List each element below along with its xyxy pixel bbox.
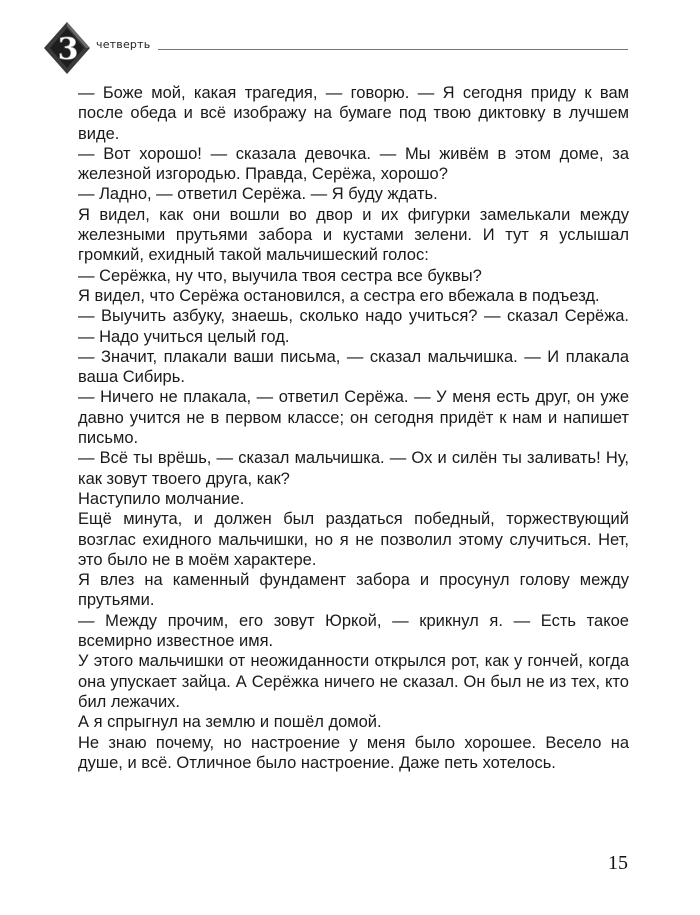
paragraph: А я спрыгнул на землю и пошёл домой. (78, 713, 382, 732)
paragraph: — Значит, плакали ваши письма, — сказал мальчишка. — И плакала ваша Сибирь. (78, 347, 629, 387)
paragraph: Я влез на каменный фундамент забора и просунул голову между прутьями. (78, 571, 629, 610)
paragraph: — Всё ты врёшь, — сказал мальчишка. — Ох и силён ты заливать! Ну, как зовут твоего друга, как? (78, 449, 629, 488)
quarter-number: 3 (57, 32, 79, 67)
paragraph: — Боже мой, какая трагедия, — говорю. — Я сегодня приду к вам после обеда и всё изображу на бумаге под твою диктовку в лучшем виде. (78, 84, 629, 143)
paragraph: — Выучить азбуку, знаешь, сколько надо учиться? — сказал Серёжа. — Надо учиться целый год. (78, 307, 629, 346)
paragraph: — Ладно, — ответил Серёжа. — Я буду ждать. (78, 185, 438, 204)
header-divider (158, 49, 628, 50)
page-header (42, 20, 642, 76)
paragraph: — Между прочим, его зовут Юркой, — крикнул я. — Есть такое всемирно известное имя. (78, 611, 629, 651)
paragraph: У этого мальчишки от неожиданности открылся рот, как у гончей, когда она упускает зайца. А Серёжка ничего не сказал. Он был не из тех, кто бил лежачих. (78, 652, 629, 711)
paragraph: Ещё минута, и должен был раздаться победный, торжествующий возглас ехидного мальчишки, но я не позволил этому случиться. Нет, это было не в моём характере. (78, 510, 629, 569)
paragraph: Наступило молчание. (78, 489, 245, 508)
quarter-badge-icon (42, 20, 92, 76)
story-text (78, 83, 629, 773)
page-number: 15 (608, 852, 628, 874)
paragraph: — Серёжка, ну что, выучила твоя сестра все буквы? (78, 266, 482, 285)
paragraph: — Вот хорошо! — сказала девочка. — Мы живём в этом доме, за железной изгородью. Правда, Серёжа, хорошо? (78, 144, 629, 184)
paragraph: Я видел, что Серёжа остановился, а сестра его вбежала в подъезд. (78, 286, 600, 305)
paragraph: Не знаю почему, но настроение у меня было хорошее. Весело на душе, и всё. Отличное было настроение. Даже петь хотелось. (78, 733, 629, 772)
paragraph: Я видел, как они вошли во двор и их фигурки замелькали между железными прутьями забора и кустами зелени. И тут я услышал громкий, ехидный такой мальчишеский голос: (78, 205, 629, 265)
quarter-label: четверть (96, 38, 151, 51)
paragraph: — Ничего не плакала, — ответил Серёжа. — У меня есть друг, он уже давно учится не в первом классе; он сегодня придёт к нам и напишет письмо. (78, 388, 629, 448)
